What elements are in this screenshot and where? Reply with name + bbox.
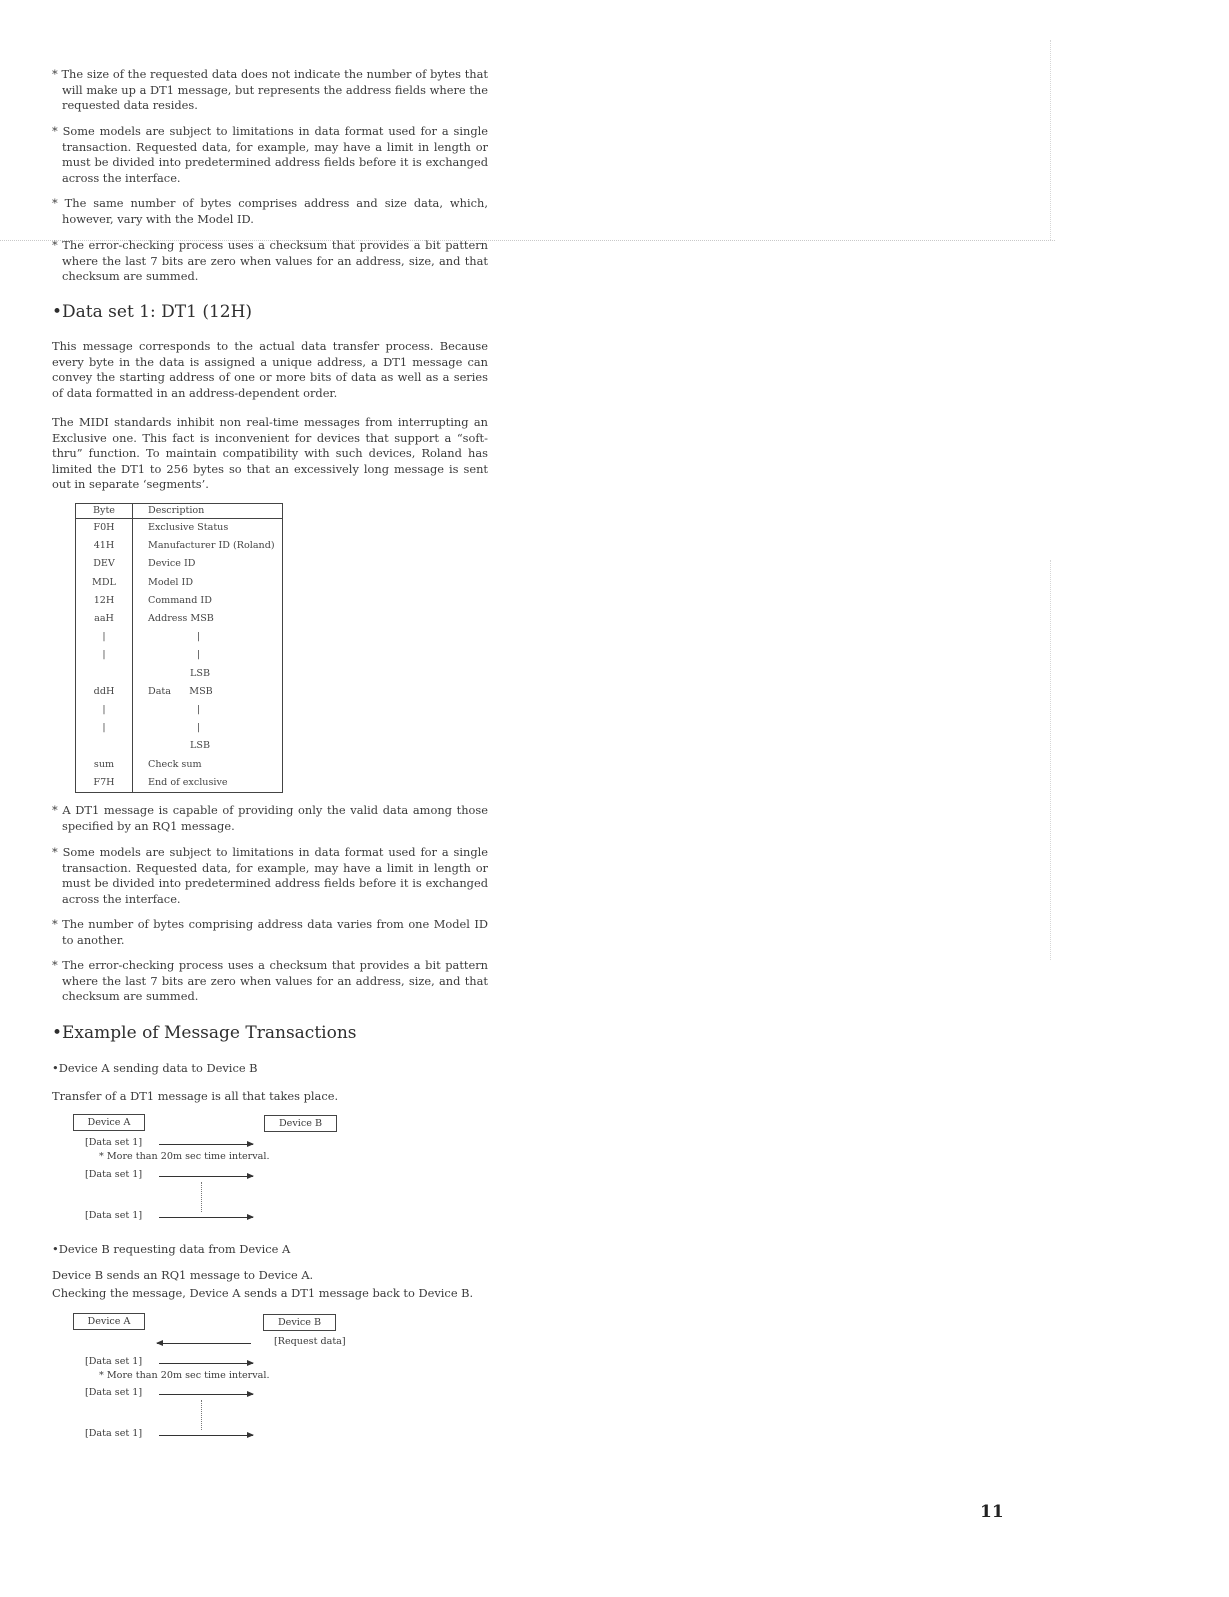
arrow-right-icon xyxy=(159,1435,253,1436)
table-cell-description: Manufacturer ID (Roland) xyxy=(148,540,275,552)
table-row xyxy=(76,628,283,646)
top-note-3: * The same number of bytes comprises address and size data, which, however, vary with the Model ID. xyxy=(52,196,488,226)
table-cell-description: Address MSB xyxy=(148,613,214,625)
example-1-heading: •Device A sending data to Device B xyxy=(52,1061,258,1075)
scan-edge-mark xyxy=(1050,40,1051,240)
table-cell-byte: | xyxy=(76,701,133,719)
table-cell-byte: | xyxy=(76,646,133,664)
table-row xyxy=(76,774,283,793)
table-cell-byte: | xyxy=(76,628,133,646)
table-cell-byte xyxy=(76,665,133,683)
table-row xyxy=(76,646,283,664)
dt1-note-1: * A DT1 message is capable of providing only the valid data among those specified by an RQ1 message. xyxy=(52,803,488,833)
interval-note: * More than 20m sec time interval. xyxy=(99,1151,270,1162)
data-set-label: [Data set 1] xyxy=(85,1356,143,1367)
table-row xyxy=(76,719,283,737)
table-header-byte: Byte xyxy=(76,504,133,519)
dt1-paragraph-1: This message corresponds to the actual data transfer process. Because every byte in the data is assigned a unique address, a DT1 message can convey the starting address of one or more bits of data as well as a series of data formatted in an address-dependent order. xyxy=(52,339,488,400)
table-row xyxy=(76,701,283,719)
data-set-label: [Data set 1] xyxy=(85,1210,143,1221)
table-row xyxy=(76,610,283,628)
data-set-label: [Data set 1] xyxy=(85,1387,143,1398)
example-2-description-2: Checking the message, Device A sends a DT1 message back to Device B. xyxy=(52,1286,474,1300)
table-row xyxy=(76,665,283,683)
table-cell-byte: aaH xyxy=(76,610,133,628)
arrow-right-icon xyxy=(159,1176,253,1177)
table-header-description: Description xyxy=(133,504,283,519)
table-cell-description: Device ID xyxy=(148,558,196,570)
table-cell-description: | xyxy=(197,631,201,643)
table-cell-byte: 41H xyxy=(76,537,133,555)
data-set-label: [Data set 1] xyxy=(85,1169,143,1180)
table-cell-description: Data MSB xyxy=(148,685,213,697)
table-row xyxy=(76,737,283,755)
arrow-right-icon xyxy=(159,1217,253,1218)
table-row xyxy=(76,537,283,555)
table-row xyxy=(76,755,283,773)
arrow-right-icon xyxy=(159,1394,253,1395)
table-cell-byte: F7H xyxy=(76,774,133,793)
device-b-box: Device B xyxy=(264,1115,337,1132)
dt1-byte-table xyxy=(75,503,283,793)
table-cell-byte: 12H xyxy=(76,592,133,610)
data-set-label: [Data set 1] xyxy=(85,1428,143,1439)
device-a-box: Device A xyxy=(73,1114,145,1131)
scan-edge-mark xyxy=(1050,560,1051,960)
device-b-box: Device B xyxy=(263,1314,336,1331)
continuation-dots xyxy=(201,1182,202,1212)
page-number: 11 xyxy=(980,1502,1004,1522)
continuation-dots xyxy=(201,1400,202,1430)
table-cell-description: | xyxy=(197,649,201,661)
table-cell-byte: ddH xyxy=(76,683,133,701)
table-cell-description: Exclusive Status xyxy=(148,522,229,534)
table-cell-byte: | xyxy=(76,719,133,737)
table-cell-byte: F0H xyxy=(76,519,133,538)
dt1-note-3: * The number of bytes comprising address data varies from one Model ID to another. xyxy=(52,917,488,947)
device-a-box: Device A xyxy=(73,1313,145,1330)
example-1-description: Transfer of a DT1 message is all that takes place. xyxy=(52,1089,339,1103)
request-data-label: [Request data] xyxy=(274,1336,346,1347)
table-row xyxy=(76,574,283,592)
top-note-4: * The error-checking process uses a checksum that provides a bit pattern where the last 7 bits are zero when values for an address, size, and that checksum are summed. xyxy=(52,238,488,283)
table-row xyxy=(76,683,283,701)
arrow-right-icon xyxy=(159,1144,253,1145)
table-cell-description: End of exclusive xyxy=(148,776,228,788)
top-note-2: * Some models are subject to limitations in data format used for a single transaction. Requested data, for example, may have a limit in length or must be divided into predetermined address fields before it is exchanged across the interface. xyxy=(52,124,488,185)
table-cell-description: LSB xyxy=(190,667,210,679)
arrow-right-icon xyxy=(159,1363,253,1364)
table-cell-byte xyxy=(76,737,133,755)
table-row xyxy=(76,555,283,573)
example-2-description-1: Device B sends an RQ1 message to Device A. xyxy=(52,1268,314,1282)
table-cell-byte: MDL xyxy=(76,574,133,592)
table-cell-description: LSB xyxy=(190,740,210,752)
table-header-row xyxy=(76,504,283,519)
arrow-left-icon xyxy=(157,1343,251,1344)
dt1-note-4: * The error-checking process uses a checksum that provides a bit pattern where the last 7 bits are zero when values for an address, size, and that checksum are summed. xyxy=(52,958,488,1003)
section-title-dt1: •Data set 1: DT1 (12H) xyxy=(52,302,253,322)
data-set-label: [Data set 1] xyxy=(85,1137,143,1148)
interval-note: * More than 20m sec time interval. xyxy=(99,1370,270,1381)
table-cell-byte: DEV xyxy=(76,555,133,573)
dt1-note-2: * Some models are subject to limitations in data format used for a single transaction. Requested data, for example, may have a limit in length or must be divided into predetermined address fields before it is exchanged across the interface. xyxy=(52,845,488,906)
table-row xyxy=(76,592,283,610)
table-cell-byte: sum xyxy=(76,755,133,773)
example-2-heading: •Device B requesting data from Device A xyxy=(52,1242,291,1256)
table-cell-description: Check sum xyxy=(148,758,202,770)
table-cell-description: | xyxy=(197,722,201,734)
top-note-1: * The size of the requested data does not indicate the number of bytes that will make up a DT1 message, but represents the address fields where the requested data resides. xyxy=(52,67,488,112)
table-cell-description: Command ID xyxy=(148,594,212,606)
table-row xyxy=(76,519,283,538)
dt1-paragraph-2: The MIDI standards inhibit non real-time messages from interrupting an Exclusive one. This fact is inconvenient for devices that support a “soft-thru” function. To maintain compatibility with such devices, Roland has limited the DT1 to 256 bytes so that an excessively long message is sent out in separate ‘segments’. xyxy=(52,415,488,491)
section-title-example: •Example of Message Transactions xyxy=(52,1023,357,1043)
table-cell-description: | xyxy=(197,703,201,715)
table-cell-description: Model ID xyxy=(148,576,194,588)
